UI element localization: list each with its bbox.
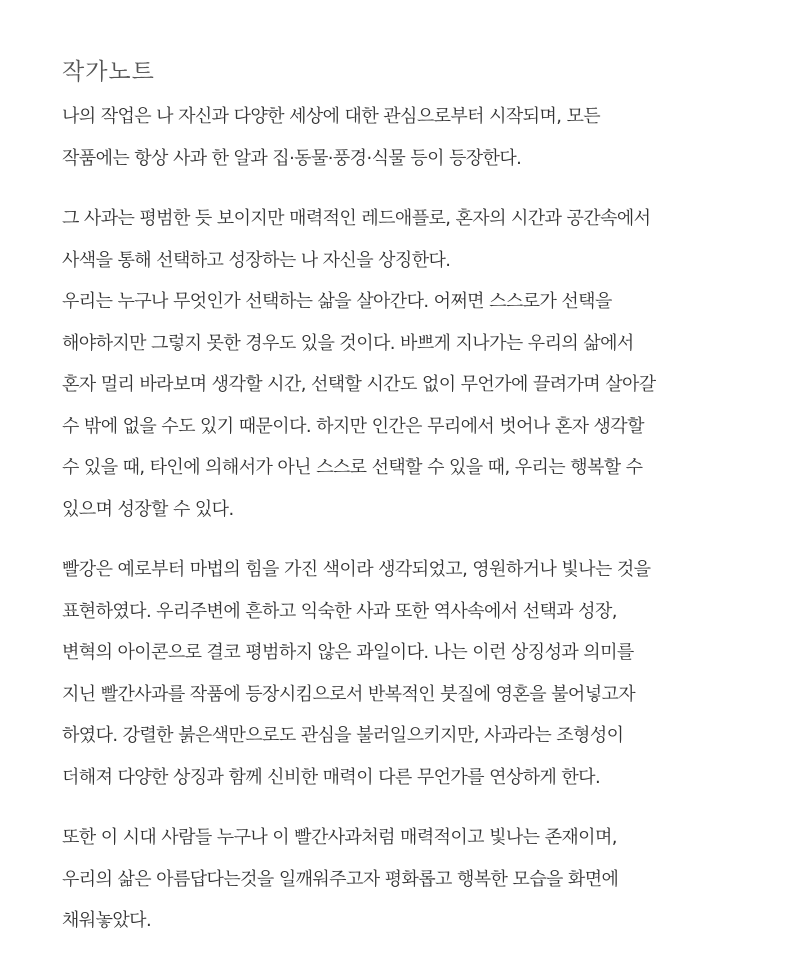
text-line: 해야하지만 그렇지 못한 경우도 있을 것이다. 바쁘게 지나가는 우리의 삶에서: [62, 333, 634, 354]
text-line: 작품에는 항상 사과 한 알과 집·동물·풍경·식물 등이 등장한다.: [62, 148, 522, 169]
text-line: 있으며 성장할 수 있다.: [62, 499, 234, 520]
text-line: 우리는 누구나 무엇인가 선택하는 삶을 살아간다. 어쩌면 스스로가 선택을: [62, 291, 612, 312]
text-line: 변혁의 아이콘으로 결코 평범하지 않은 과일이다. 나는 이런 상징성과 의미를: [62, 642, 634, 663]
text-line: 하였다. 강렬한 붉은색만으로도 관심을 불러일으키지만, 사과라는 조형성이: [62, 725, 624, 746]
text-line: 표현하였다. 우리주변에 흔하고 익숙한 사과 또한 역사속에서 선택과 성장,: [62, 601, 617, 622]
text-line: 빨강은 예로부터 마법의 힘을 가진 색이라 생각되었고, 영원하거나 빛나는 것을: [62, 559, 651, 580]
text-line: 지닌 빨간사과를 작품에 등장시킴으로서 반복적인 붓질에 영혼을 불어넣고자: [62, 684, 636, 705]
text-line: 수 밖에 없을 수도 있기 때문이다. 하지만 인간은 무리에서 벗어나 혼자 생각할: [62, 416, 644, 437]
text-line: 그 사과는 평범한 듯 보이지만 매력적인 레드애플로, 혼자의 시간과 공간속에서: [62, 208, 651, 229]
text-line: 채워놓았다.: [62, 910, 152, 931]
text-line: 나의 작업은 나 자신과 다양한 세상에 대한 관심으로부터 시작되며, 모든: [62, 106, 601, 127]
text-line: 또한 이 시대 사람들 누구나 이 빨간사과처럼 매력적이고 빛나는 존재이며,: [62, 827, 617, 848]
page-title: 작가노트: [62, 59, 155, 85]
text-line: 더해져 다양한 상징과 함께 신비한 매력이 다른 무언가를 연상하게 한다.: [62, 767, 601, 788]
text-line: 우리의 삶은 아름답다는것을 일깨워주고자 평화롭고 행복한 모습을 화면에: [62, 869, 619, 890]
text-line: 수 있을 때, 타인에 의해서가 아닌 스스로 선택할 수 있을 때, 우리는 행복할 수: [62, 457, 643, 478]
text-line: 사색을 통해 선택하고 성장하는 나 자신을 상징한다.: [62, 250, 451, 271]
text-line: 혼자 멀리 바라보며 생각할 시간, 선택할 시간도 없이 무언가에 끌려가며 살아갈: [62, 374, 656, 395]
